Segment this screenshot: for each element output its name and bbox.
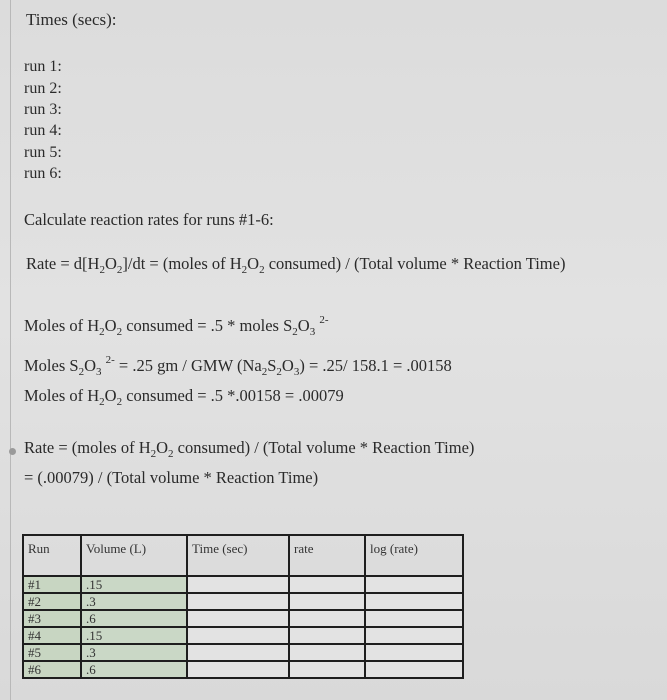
table-row xyxy=(23,627,463,644)
rate-definition: Rate = $d[H_2O_2]/dt$ = (moles of $H_2O_2$ consumed) / (Total volume * Reaction Time) xyxy=(26,254,566,276)
rate-cell[interactable] xyxy=(289,661,365,678)
calc-heading: Calculate reaction rates for runs #1-6: xyxy=(24,210,274,229)
table-row xyxy=(23,610,463,627)
table-row xyxy=(23,644,463,661)
time-cell[interactable] xyxy=(187,627,289,644)
log-rate-cell[interactable] xyxy=(365,661,463,678)
log-rate-cell[interactable] xyxy=(365,610,463,627)
moles-h2o2-formula: Moles of $H_2O_2$ consumed = .5 * moles $S_2O_3$ $^{2-}$ xyxy=(24,314,329,338)
run-label-2: run 2: xyxy=(24,80,62,97)
moles-h2o2-consumed: Moles of $H_2O_2$ consumed = .5 *.00158 = .00079 xyxy=(24,386,344,408)
table-row xyxy=(23,593,463,610)
time-cell[interactable] xyxy=(187,576,289,593)
time-cell[interactable] xyxy=(187,610,289,627)
moles-s2o3-calc: Moles $S_2O_3$ $^{2-}$ = .25 gm / GMW $(Na_2S_2O_3) = .25/$ 158.1 = .00158 xyxy=(24,354,452,378)
rate-cell[interactable] xyxy=(289,644,365,661)
volume-cell: .3 xyxy=(81,593,187,610)
bullet-dot xyxy=(9,448,16,455)
table-row xyxy=(23,576,463,593)
volume-cell: .6 xyxy=(81,661,187,678)
time-cell[interactable] xyxy=(187,644,289,661)
run-cell: #2 xyxy=(23,593,81,610)
run-label-5: run 5: xyxy=(24,144,62,161)
table-header-row xyxy=(23,535,463,576)
run-label-3: run 3: xyxy=(24,101,62,118)
run-cell: #5 xyxy=(23,644,81,661)
run-cell: #1 xyxy=(23,576,81,593)
header-time: Time (sec) xyxy=(187,535,289,576)
log-rate-cell[interactable] xyxy=(365,576,463,593)
run-cell: #4 xyxy=(23,627,81,644)
log-rate-cell[interactable] xyxy=(365,644,463,661)
left-margin-rule xyxy=(10,0,11,700)
run-label-1: run 1: xyxy=(24,58,62,75)
run-label-6: run 6: xyxy=(24,165,62,182)
rate-cell[interactable] xyxy=(289,610,365,627)
header-log-rate: log (rate) xyxy=(365,535,463,576)
rate-cell[interactable] xyxy=(289,593,365,610)
volume-cell: .3 xyxy=(81,644,187,661)
table-row xyxy=(23,661,463,678)
run-label-4: run 4: xyxy=(24,122,62,139)
run-cell: #6 xyxy=(23,661,81,678)
header-volume: Volume (L) xyxy=(81,535,187,576)
log-rate-cell[interactable] xyxy=(365,593,463,610)
run-cell: #3 xyxy=(23,610,81,627)
rate-cell[interactable] xyxy=(289,576,365,593)
volume-cell: .15 xyxy=(81,627,187,644)
rate-line-2: = (.00079) / (Total volume * Reaction Time) xyxy=(24,468,319,487)
header-run: Run xyxy=(23,535,81,576)
data-table xyxy=(22,534,464,679)
rate-line-1: Rate = (moles of $H_2O_2$ consumed) / (Total volume * Reaction Time) xyxy=(24,438,475,460)
volume-cell: .15 xyxy=(81,576,187,593)
time-cell[interactable] xyxy=(187,593,289,610)
times-label: Times (secs): xyxy=(26,10,117,29)
rate-cell[interactable] xyxy=(289,627,365,644)
header-rate: rate xyxy=(289,535,365,576)
log-rate-cell[interactable] xyxy=(365,627,463,644)
volume-cell: .6 xyxy=(81,610,187,627)
time-cell[interactable] xyxy=(187,661,289,678)
